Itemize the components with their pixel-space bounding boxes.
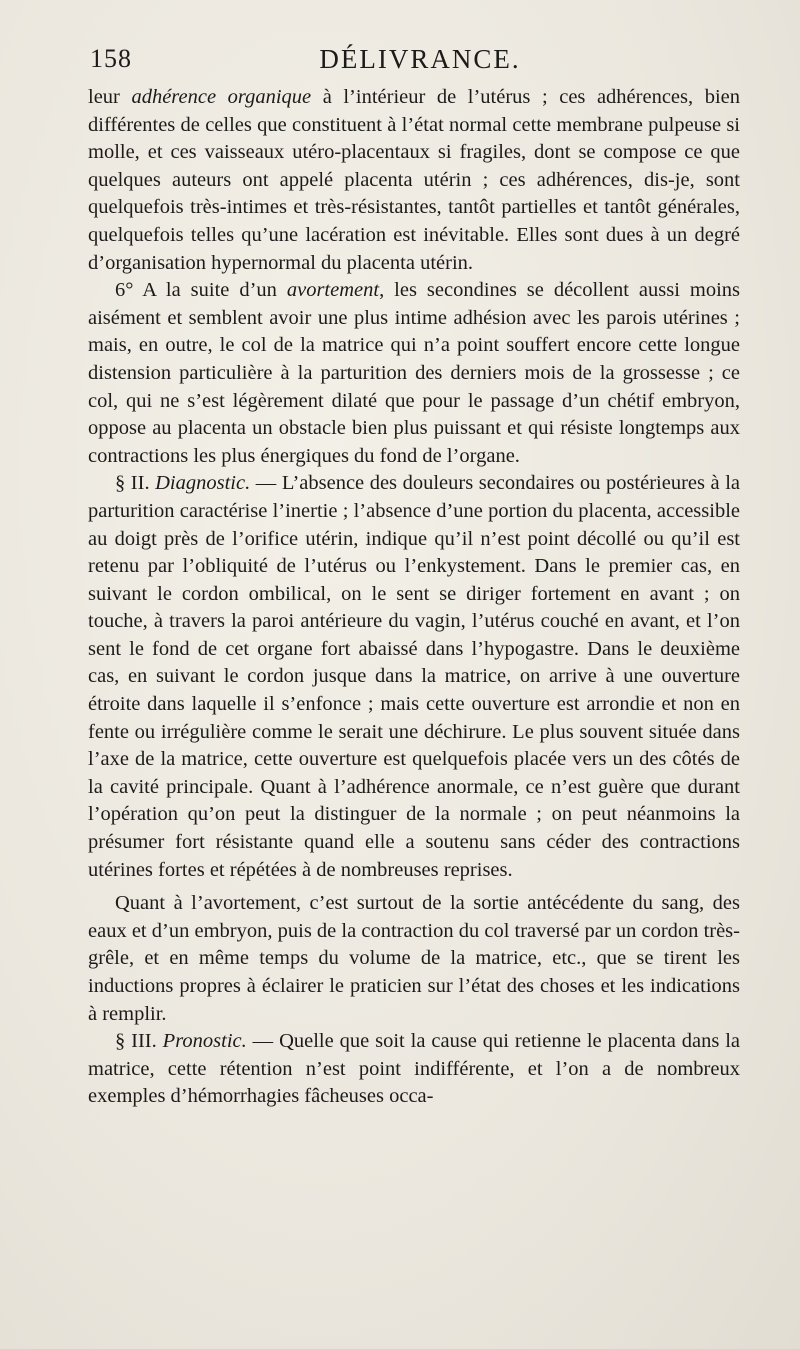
- paragraph-avortement: 6° A la suite d’un avortement, les secondines se décollent aussi moins aisément et semblent avoir une plus intime adhésion avec les parois utérines ; mais, en outre, le col de la matrice qui n’a point souffert encore cette longue distension particulière à la parturition des derniers mois de la grossesse ; ce col, qui ne s’est légèrement dilaté que pour le passage d’un chétif embryon, oppose au placenta un obstacle bien plus puissant et qui résiste longtemps aux contractions les plus énergiques du fond de l’organe.: [88, 279, 740, 467]
- section-heading: Pronostic.: [162, 1030, 247, 1053]
- running-title: DÉLIVRANCE.: [319, 44, 521, 74]
- body-text: [88, 84, 740, 1111]
- paragraph-adherence-continued: leur adhérence organique à l’intérieur de l’utérus ; ces adhérences, bien différentes de celles que constituent à l’état normal cette membrane pulpeuse si molle, et ces vaisseaux utéro-placentaux si fragiles, dont se compose ce que quelques auteurs ont appelé placenta utérin ; ces adhérences, dis-je, sont quelquefois très-intimes et très-résistantes, tantôt partielles et tantôt générales, quelquefois telles qu’une lacération est inévitable. Elles sont dues à un degré d’organisation hypernormal du placenta utérin.: [88, 86, 740, 274]
- section-heading: Diagnostic.: [155, 472, 251, 495]
- paragraph-avortement-diagnostic: Quant à l’avortement, c’est surtout de la sortie antécédente du sang, des eaux et d’un embryon, puis de la contraction du col traversé par un cordon très-grêle, et en même temps du volume de la matrice, etc., que se tirent les inductions propres à éclairer le praticien sur l’état des choses et les indications à remplir.: [88, 892, 740, 1025]
- section-diagnostic: § II. Diagnostic. — L’absence des douleurs secondaires ou postérieures à la parturition caractérise l’inertie ; l’absence d’une portion du placenta, accessible au doigt près de l’orifice utérin, indique qu’il n’est point décollé ou qu’il est retenu par l’obliquité de l’utérus ou l’enkystement. Dans le premier cas, en suivant le cordon ombilical, on le sent se diriger fortement en avant ; on touche, à travers la paroi antérieure du vagin, l’utérus couché en avant, et l’on sent le fond de cet organe fort abaissé dans l’hypogastre. Dans le deuxième cas, en suivant le cordon jusque dans la matrice, on arrive à une ouverture étroite dans laquelle il s’enfonce ; mais cette ouverture est arrondie et non en fente ou irrégulière comme le serait une déchirure. Le plus souvent située dans l’axe de la matrice, cette ouverture est quelquefois placée vers un des côtés de la cavité principale. Quant à l’adhérence anormale, ce n’est guère que durant l’opération qu’on peut la distinguer de la normale ; on peut néanmoins la présumer fort résistante quand elle a soutenu sans céder des contractions utérines fortes et répétées à de nombreuses reprises.: [88, 472, 740, 881]
- page-header: [90, 44, 750, 88]
- page-number: 158: [90, 44, 132, 73]
- italic-term: avortement: [286, 279, 380, 302]
- italic-term: adhérence organique: [131, 86, 312, 108]
- section-pronostic: § III. Pronostic. — Quelle que soit la cause qui retienne le placenta dans la matrice, cette rétention n’est point indifférente, et l’on a de nombreux exemples d’hémorrhagies fâcheuses occa-: [88, 1030, 740, 1108]
